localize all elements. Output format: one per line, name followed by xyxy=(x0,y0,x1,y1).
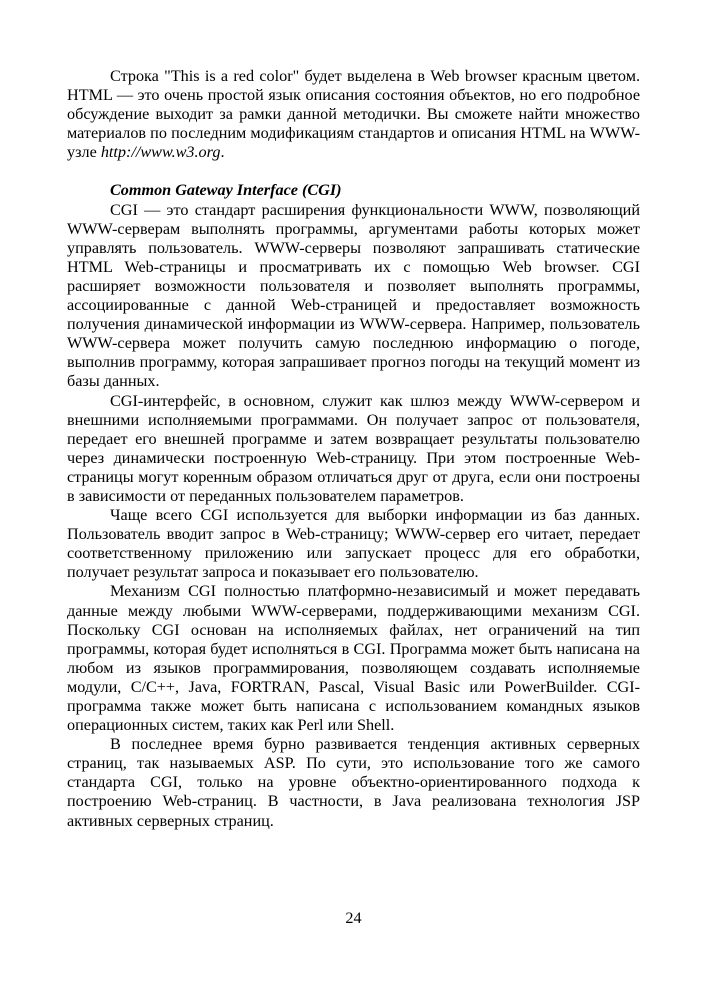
paragraph-asp: В последнее время бурно развивается тенденция активных серверных страниц, так называемых ASP. По сути, это использование того же самого стандарта CGI, только на уровне объектно-ориентированного подхода к построению Web-страниц. В частности, в Java реализована технология JSP активных серверных страниц. xyxy=(67,735,640,830)
document-page xyxy=(67,67,640,831)
section-gap xyxy=(67,162,640,181)
intro-paragraph xyxy=(67,67,640,162)
paragraph-cgi-interface: CGI-интерфейс, в основном, служит как шлюз между WWW-сервером и внешними исполняемыми программами. Он получает запрос от пользователя, передает его внешней программе и затем возвращает результаты пользователю через динамически построенную Web-страницу. При этом построенные Web-страницы могут коренным образом отличаться друг от друга, если они построены в зависимости от переданных пользователем параметров. xyxy=(67,391,640,505)
intro-end: . xyxy=(220,143,225,162)
page-number: 24 xyxy=(345,909,362,927)
w3-link[interactable]: http://www.w3.org xyxy=(100,143,221,162)
section-heading: Common Gateway Interface (CGI) xyxy=(110,181,342,200)
paragraph-cgi-databases: Чаще всего CGI используется для выборки информации из баз данных. Пользователь вводит запрос в Web-страницу; WWW-сервер его читает, передает соответственному приложению или запускает процесс для его обработки, получает результат запроса и показывает его пользователю. xyxy=(67,506,640,582)
paragraph-cgi-platform: Механизм CGI полностью платформно-независимый и может передавать данные между любыми WWW-серверами, поддерживающими механизм CGI. Поскольку CGI основан на исполняемых файлах, нет ограничений на тип программы, которая будет исполняться в CGI. Программа может быть написана на любом из языков программирования, позволяющем создавать исполняемые модули, C/C++, Java, FORTRAN, Pascal, Visual Basic или PowerBuilder. CGI-программа также может быть написана с использованием командных языков операционных систем, таких как Perl или Shell. xyxy=(67,582,640,735)
intro-text: Строка "This is a red color" будет выделена в Web browser красным цветом. HTML — это очень простой язык описания состояния объектов, но его подробное обсуждение выходит за рамки данной методички. Вы сможете найти множество материалов по последним модификациям стандартов и описания HTML на WWW-узле xyxy=(67,67,640,162)
paragraph-cgi-definition: CGI — это стандарт расширения функциональности WWW, позволяющий WWW-серверам выполнять программы, аргументами работы которых может управлять пользователь. WWW-серверы позволяют запрашивать статические HTML Web-страницы и просматривать их с помощью Web browser. CGI расширяет возможности пользователя и позволяет выполнять программы, ассоциированные с данной Web-страницей и предоставляет возможность получения динамической информации из WWW-сервера. Например, пользователь WWW-сервера может получить самую последнюю информацию о погоде, выполнив программу, которая запрашивает прогноз погоды на текущий момент из базы данных. xyxy=(67,200,640,391)
